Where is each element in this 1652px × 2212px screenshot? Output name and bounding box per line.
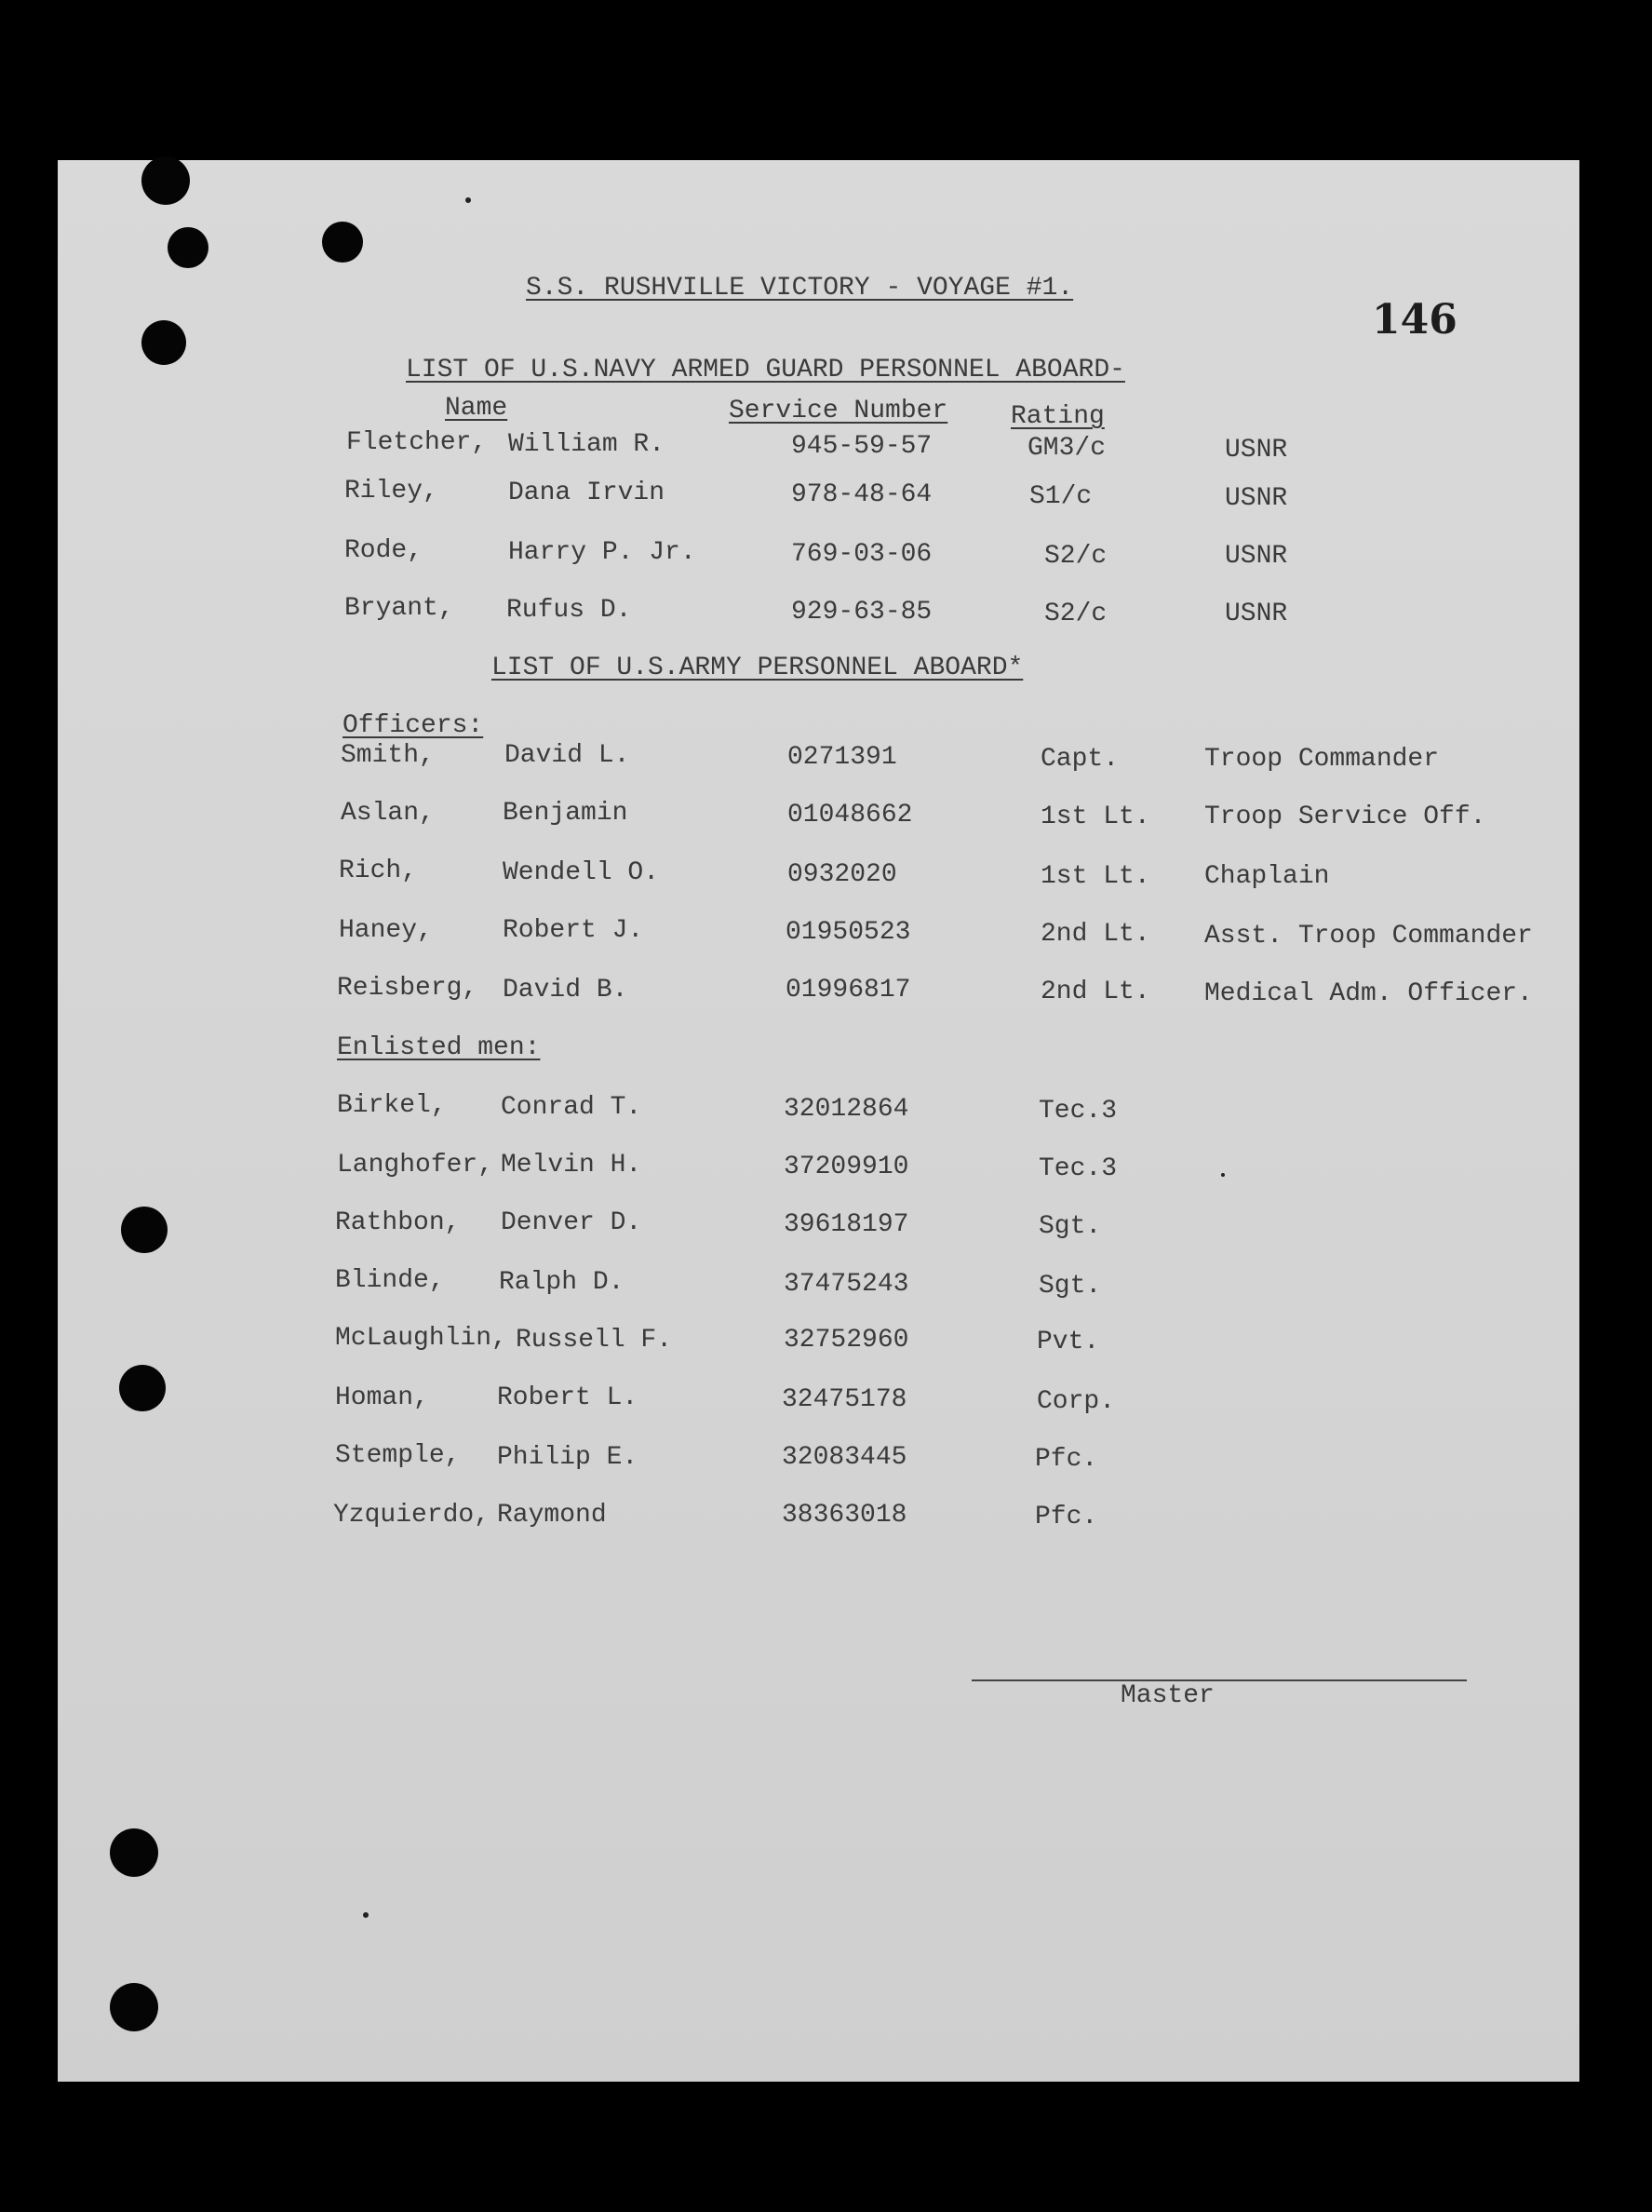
binder-hole	[141, 320, 186, 365]
service-number: 37475243	[784, 1270, 909, 1299]
rating: S2/c	[1044, 600, 1108, 628]
last-name: Rathbon,	[335, 1208, 461, 1237]
binder-hole	[322, 222, 363, 263]
column-rating: Rating	[1011, 402, 1105, 431]
service-number: 945-59-57	[791, 432, 933, 461]
rank: 2nd Lt.	[1041, 978, 1150, 1006]
binder-hole	[141, 156, 190, 205]
first-name: David B.	[503, 976, 628, 1005]
last-name: Riley,	[344, 477, 438, 506]
branch: USNR	[1225, 600, 1288, 628]
rating: S2/c	[1044, 542, 1108, 571]
signature-label: Master	[1121, 1681, 1215, 1710]
role: Medical Adm. Officer.	[1204, 979, 1533, 1008]
rank: Corp.	[1037, 1387, 1116, 1416]
service-number: 32475178	[782, 1385, 907, 1414]
binder-hole	[119, 1365, 166, 1411]
last-name: Birkel,	[337, 1091, 447, 1120]
service-number: 37209910	[784, 1153, 909, 1181]
rank: Pvt.	[1037, 1328, 1100, 1356]
first-name: Raymond	[497, 1501, 607, 1530]
last-name: Blinde,	[335, 1266, 445, 1295]
first-name: Robert L.	[497, 1383, 638, 1412]
service-number: 01950523	[786, 918, 911, 947]
last-name: Bryant,	[344, 594, 454, 623]
rank: Pfc.	[1035, 1503, 1098, 1531]
binder-hole	[121, 1207, 168, 1253]
rank: Pfc.	[1035, 1445, 1098, 1474]
service-number: 01996817	[786, 976, 911, 1005]
first-name: Harry P. Jr.	[508, 538, 696, 567]
first-name: Philip E.	[497, 1443, 638, 1472]
first-name: Robert J.	[503, 916, 644, 945]
first-name: Dana Irvin	[508, 479, 665, 507]
service-number: 769-03-06	[791, 540, 933, 569]
first-name: Wendell O.	[503, 858, 660, 887]
branch: USNR	[1225, 484, 1288, 513]
binder-hole	[110, 1983, 158, 2031]
signature-line	[972, 1679, 1467, 1681]
rank: 2nd Lt.	[1041, 920, 1150, 949]
last-name: Rode,	[344, 536, 423, 565]
rank: Tec.3	[1039, 1097, 1118, 1126]
navy-heading: LIST OF U.S.NAVY ARMED GUARD PERSONNEL ABOARD-	[406, 356, 1125, 384]
last-name: Aslan,	[341, 799, 435, 828]
service-number: 0271391	[787, 743, 897, 772]
first-name: Russell F.	[516, 1326, 673, 1355]
last-name: Stemple,	[335, 1441, 461, 1470]
role: Chaplain	[1204, 862, 1330, 891]
column-name: Name	[445, 394, 508, 423]
first-name: Rufus D.	[506, 596, 632, 625]
service-number: 978-48-64	[791, 480, 933, 509]
speck	[363, 1912, 369, 1918]
first-name: Benjamin	[503, 799, 628, 828]
last-name: Haney,	[339, 916, 433, 945]
last-name: Rich,	[339, 856, 418, 885]
last-name: Yzquierdo,	[333, 1501, 490, 1530]
rank: 1st Lt.	[1041, 803, 1150, 831]
first-name: Ralph D.	[499, 1268, 625, 1297]
last-name: Fletcher,	[346, 428, 488, 457]
first-name: David L.	[504, 741, 630, 770]
service-number: 38363018	[782, 1501, 907, 1530]
rank: 1st Lt.	[1041, 862, 1150, 891]
service-number: 0932020	[787, 860, 897, 889]
first-name: Conrad T.	[501, 1093, 642, 1122]
rating: GM3/c	[1027, 434, 1107, 463]
first-name: Denver D.	[501, 1208, 642, 1237]
binder-hole	[168, 227, 208, 268]
role: Troop Service Off.	[1204, 803, 1486, 831]
rank: Tec.3	[1039, 1154, 1118, 1183]
speck	[1221, 1173, 1225, 1177]
service-number: 32012864	[784, 1095, 909, 1124]
service-number: 32752960	[784, 1326, 909, 1355]
branch: USNR	[1225, 436, 1288, 465]
rating: S1/c	[1029, 482, 1093, 511]
service-number: 32083445	[782, 1443, 907, 1472]
role: Asst. Troop Commander	[1204, 922, 1533, 951]
last-name: Reisberg,	[337, 974, 478, 1003]
service-number: 01048662	[787, 801, 913, 830]
binder-hole	[110, 1828, 158, 1877]
service-number: 39618197	[784, 1210, 909, 1239]
branch: USNR	[1225, 542, 1288, 571]
rank: Capt.	[1041, 745, 1120, 774]
last-name: McLaughlin,	[335, 1324, 507, 1353]
last-name: Smith,	[341, 741, 435, 770]
column-service-number: Service Number	[729, 397, 948, 425]
last-name: Homan,	[335, 1383, 429, 1412]
last-name: Langhofer,	[337, 1151, 494, 1180]
first-name: William R.	[508, 430, 665, 459]
rank: Sgt.	[1039, 1272, 1102, 1301]
service-number: 929-63-85	[791, 598, 933, 627]
army-heading: LIST OF U.S.ARMY PERSONNEL ABOARD*	[491, 654, 1024, 682]
document-title: S.S. RUSHVILLE VICTORY - VOYAGE #1.	[526, 274, 1074, 303]
rank: Sgt.	[1039, 1212, 1102, 1241]
enlisted-label: Enlisted men:	[337, 1033, 541, 1062]
role: Troop Commander	[1204, 745, 1440, 774]
speck	[465, 197, 471, 203]
page-number: 146	[1372, 296, 1457, 344]
officers-label: Officers:	[342, 711, 484, 740]
first-name: Melvin H.	[501, 1151, 642, 1180]
